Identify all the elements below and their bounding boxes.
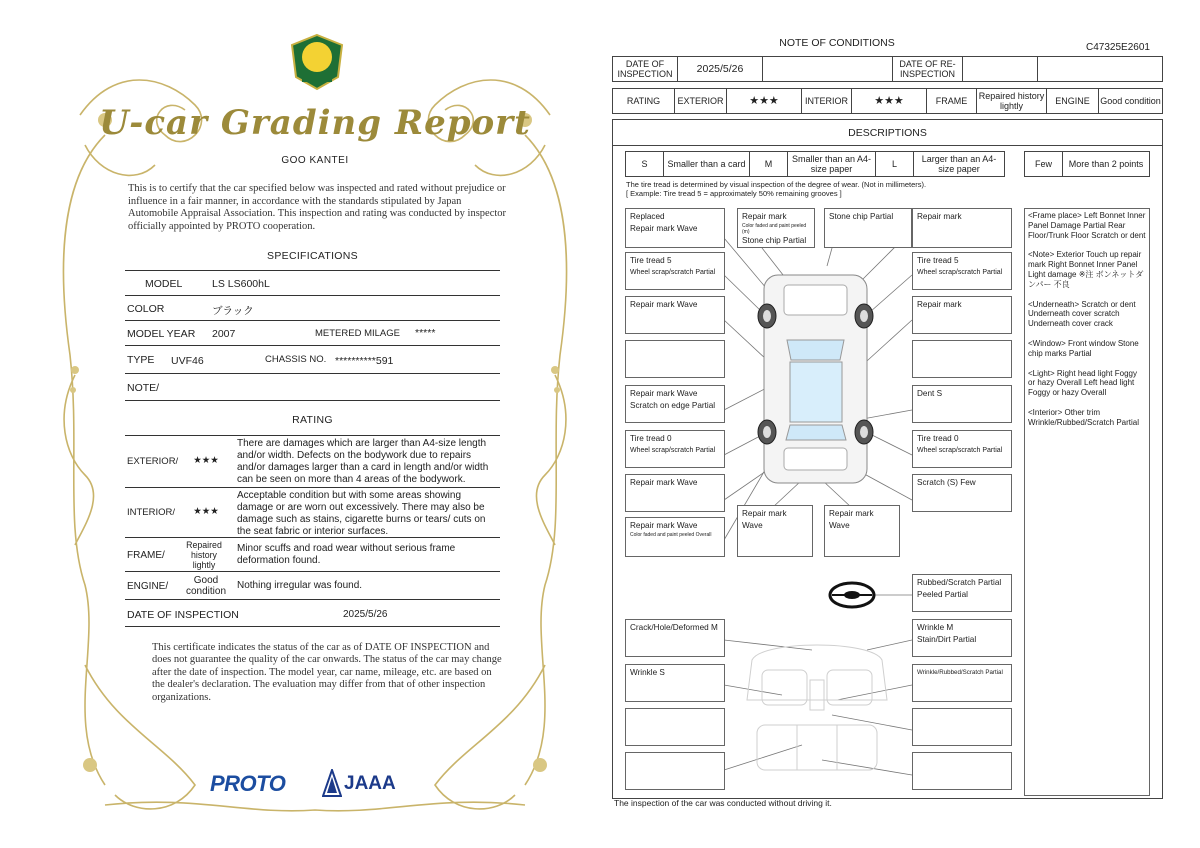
box-text: Crack/Hole/Deformed M xyxy=(630,623,718,632)
note-box-right-blank xyxy=(912,340,1012,378)
certificate-intro: This is to certify that the car specified below was inspected and rated without prejudice or influence in a fair manner, in accordance with the standards stipulated by Japan Automobile Appraisal Association. This inspection and rating was conducted by inspector officially appointed by PROTO cooperation. xyxy=(128,183,507,232)
box-text: Color faded and paint peeled (m) xyxy=(742,223,807,235)
color-label: COLOR xyxy=(127,303,165,315)
goo-kantei-badge-logo xyxy=(290,33,344,91)
note-box-front-window xyxy=(824,208,912,248)
note-box-interior-blank-1 xyxy=(625,708,725,746)
type-label: TYPE xyxy=(127,354,155,366)
box-text: Replaced xyxy=(630,212,665,221)
rating-row-exterior xyxy=(125,435,500,487)
box-text: Repair mark Wave xyxy=(630,389,698,398)
box-text: Repair mark Wave xyxy=(630,224,698,233)
model-year-label: MODEL YEAR xyxy=(127,328,196,340)
condition-notes-list xyxy=(1024,208,1150,796)
box-text: Rubbed/Scratch Partial xyxy=(917,578,1002,587)
re-inspection-value xyxy=(963,57,1038,81)
inspection-date-value: 2025/5/26 xyxy=(343,609,388,620)
model-value: LS LS600hL xyxy=(212,278,270,290)
color-value: ブラック xyxy=(212,305,254,317)
note-title: NOTE OF CONDITIONS xyxy=(779,37,895,49)
rating-label: RATING xyxy=(613,89,675,113)
box-text: Repair mark xyxy=(917,212,962,221)
tire-tread-note xyxy=(626,180,926,198)
note-box-rear-left-tire xyxy=(625,430,725,468)
note-box-left-blank xyxy=(625,340,725,378)
few-legend xyxy=(1024,151,1150,177)
box-text: Repair mark Wave xyxy=(630,300,698,309)
note-box-right-rear-door xyxy=(912,385,1012,423)
box-text: Wheel scrap/scratch Partial xyxy=(630,269,716,276)
note-of-conditions xyxy=(612,0,1164,848)
box-text: Wheel scrap/scratch Partial xyxy=(630,447,716,454)
window-notes: <Window> Front window Stone chip marks Partial xyxy=(1028,338,1139,358)
legend-l-desc: Larger than an A4-size paper xyxy=(921,154,997,174)
box-text: Repair mark Wave xyxy=(630,478,698,487)
exterior-label: EXTERIOR xyxy=(675,89,727,113)
note-box-interior-blank-3 xyxy=(625,752,725,790)
note-box-steering xyxy=(912,574,1012,612)
note-box-rear-right-tire xyxy=(912,430,1012,468)
rating-row-date xyxy=(125,599,500,627)
spec-row-type xyxy=(125,345,500,373)
box-text: Wrinkle M xyxy=(917,623,954,632)
rating-row-interior xyxy=(125,487,500,537)
tire-note-line2: [ Example: Tire tread 5 = approximately 50% remaining grooves ] xyxy=(626,189,842,198)
engine-value: Good condition xyxy=(1100,96,1161,106)
note-box-driver-seat xyxy=(912,619,1012,657)
frame-place-notes: <Frame place> Left Bonnet Inner Panel Damage Partial Rear Floor/Trunk Floor Scratch or dent xyxy=(1028,211,1146,240)
note-box-passenger-seat xyxy=(625,664,725,702)
box-text: Repair mark Wave xyxy=(742,509,787,530)
legend-few-desc: More than 2 points xyxy=(1068,159,1144,169)
frame-value: Repaired history lightly xyxy=(977,89,1047,113)
chassis-value: **********591 xyxy=(335,355,394,367)
interior-stars: ★★★ xyxy=(852,89,927,113)
interior-label: INTERIOR/ xyxy=(127,507,176,518)
model-year-value: 2007 xyxy=(212,328,236,340)
frame-value: Repaired history lightly xyxy=(186,540,222,570)
box-text: Repair mark Wave xyxy=(829,509,874,530)
report-title: U-car Grading Report xyxy=(99,103,531,143)
note-box-door-trim xyxy=(912,664,1012,702)
box-text: Repair mark xyxy=(917,300,962,309)
box-text: Scratch on edge Partial xyxy=(630,401,716,410)
frame-label: FRAME/ xyxy=(127,550,165,561)
inspection-footnote: The inspection of the car was conducted without driving it. xyxy=(614,798,832,808)
spec-row-color xyxy=(125,295,500,320)
note-box-roof xyxy=(625,517,725,557)
box-text: Stone chip Partial xyxy=(829,212,894,221)
date-of-inspection-value: 2025/5/26 xyxy=(678,57,763,81)
box-text: Peeled Partial xyxy=(917,590,968,599)
frame-label: FRAME xyxy=(927,89,977,113)
note-box-interior-blank-4 xyxy=(912,752,1012,790)
legend-m-desc: Smaller than an A4-size paper xyxy=(788,152,876,176)
re-inspection-label: DATE OF RE-INSPECTION xyxy=(893,57,963,81)
box-text: Wrinkle S xyxy=(630,668,665,677)
legend-m: M xyxy=(750,152,788,176)
mileage-value: ***** xyxy=(415,327,436,339)
rating-heading: RATING xyxy=(292,414,333,426)
note-box-rear-bumper xyxy=(912,474,1012,512)
report-code: C47325E2601 xyxy=(1086,42,1150,53)
note-box-front-right-tire xyxy=(912,252,1012,290)
spec-row-model xyxy=(125,270,500,295)
general-notes: <Note> Exterior Touch up repair mark Right Bonnet Inner Panel Light damage ※注 ボンネットダンパー 不良 xyxy=(1028,250,1144,289)
exterior-label: EXTERIOR/ xyxy=(127,456,179,467)
re-inspection-blank-cell xyxy=(1038,57,1162,81)
interior-label: INTERIOR xyxy=(802,89,852,113)
interior-stars: ★★★ xyxy=(193,506,219,517)
note-box-left-front-door xyxy=(625,296,725,334)
inspection-date-label: DATE OF INSPECTION xyxy=(127,609,239,621)
box-text: Tire tread 0 xyxy=(630,434,672,443)
grading-certificate xyxy=(45,25,585,825)
model-label: MODEL xyxy=(145,278,183,290)
exterior-stars: ★★★ xyxy=(727,89,802,113)
box-text: Repair mark Wave xyxy=(630,521,698,530)
certificate-disclaimer: This certificate indicates the status of the car as of DATE OF INSPECTION and does not guarantee the quality of the car onwards. The status of the car may change after the date of inspection. The model year, car name, mileage, etc. are based on the dealer's declaration. The evaluation may differ from that of other inspection organizations. xyxy=(152,642,502,703)
tire-note-line1: The tire tread is determined by visual inspection of the degree of wear. (Not in millimeters). xyxy=(626,180,927,189)
spec-row-year xyxy=(125,320,500,345)
box-text: Scratch (S) Few xyxy=(917,478,976,487)
interior-description: Acceptable condition but with some areas showing damage or are worn out excessively. There may also be damage such as stains, cigarette burns or tears/ cuts on the seat fabric or interior surfaces. xyxy=(237,490,486,537)
rating-row-engine xyxy=(125,571,500,599)
note-box-bonnet xyxy=(737,208,815,248)
box-text: Color faded and paint peeled Overall xyxy=(630,532,712,538)
box-text: Tire tread 0 xyxy=(917,434,959,443)
mileage-label: METERED MILAGE xyxy=(315,328,400,339)
box-text: Tire tread 5 xyxy=(917,256,959,265)
footer-logos xyxy=(210,769,430,799)
date-blank-cell xyxy=(763,57,893,81)
type-value: UVF46 xyxy=(171,355,204,367)
report-subtitle: GOO KANTEI xyxy=(281,155,349,166)
note-box-right-front-door xyxy=(912,296,1012,334)
engine-description: Nothing irregular was found. xyxy=(237,580,363,591)
note-box-interior-blank-2 xyxy=(912,708,1012,746)
note-box-dashboard xyxy=(625,619,725,657)
interior-notes: <Interior> Other trim Wrinkle/Rubbed/Scratch Partial xyxy=(1028,407,1140,427)
frame-description: Minor scuffs and road wear without serious frame deformation found. xyxy=(237,543,456,566)
note-box-front-left-fender xyxy=(625,208,725,248)
proto-logo: PROTO xyxy=(210,771,286,796)
rating-summary-row xyxy=(612,88,1163,114)
box-text: Repair mark xyxy=(742,212,787,221)
box-text: Wheel scrap/scratch Partial xyxy=(917,269,1003,276)
engine-value: Good condition xyxy=(185,575,227,597)
jaaa-logo: JAAA xyxy=(344,773,396,794)
exterior-stars: ★★★ xyxy=(193,455,219,466)
note-box-trunk-left xyxy=(737,505,813,557)
box-text: Wrinkle/Rubbed/Scratch Partial xyxy=(917,669,1003,676)
box-text: Wheel scrap/scratch Partial xyxy=(917,447,1003,454)
specifications-heading: SPECIFICATIONS xyxy=(267,250,358,262)
spec-row-note xyxy=(125,373,500,401)
note-label: NOTE/ xyxy=(127,382,160,394)
engine-label: ENGINE xyxy=(1047,89,1099,113)
box-text: Dent S xyxy=(917,389,943,398)
box-text: Tire tread 5 xyxy=(630,256,672,265)
note-box-left-rear-door xyxy=(625,385,725,423)
box-text: Stain/Dirt Partial xyxy=(917,635,977,644)
inspection-dates-row xyxy=(612,56,1163,82)
underneath-notes: <Underneath> Scratch or dent Underneath cover scratch Underneath cover crack xyxy=(1028,299,1136,329)
rating-row-frame xyxy=(125,537,500,571)
legend-s: S xyxy=(626,152,664,176)
engine-label: ENGINE/ xyxy=(127,581,169,592)
exterior-description: There are damages which are larger than A4-size length and/or width. Defects on the bodywork due to repairs and/or damages larger than a card in length and/or width can be seen on more than 4 areas of the bodywork. xyxy=(237,438,489,485)
note-box-trunk-right xyxy=(824,505,900,557)
legend-l: L xyxy=(876,152,914,176)
descriptions-heading: DESCRIPTIONS xyxy=(613,120,1162,146)
note-box-rear-left-quarter xyxy=(625,474,725,512)
note-box-front-left-tire xyxy=(625,252,725,290)
light-notes: <Light> Right head light Foggy or hazy Overall Left head light Foggy or hazy Overall xyxy=(1028,368,1137,398)
legend-s-desc: Smaller than a card xyxy=(664,152,750,176)
legend-few: Few xyxy=(1025,152,1063,176)
size-legend xyxy=(625,151,1005,177)
note-box-front-right-fender xyxy=(912,208,1012,248)
jaaa-mark-icon xyxy=(322,769,342,797)
chassis-label: CHASSIS NO. xyxy=(265,354,327,365)
date-of-inspection-label: DATE OF INSPECTION xyxy=(613,57,678,81)
box-text: Stone chip Partial xyxy=(742,236,807,245)
